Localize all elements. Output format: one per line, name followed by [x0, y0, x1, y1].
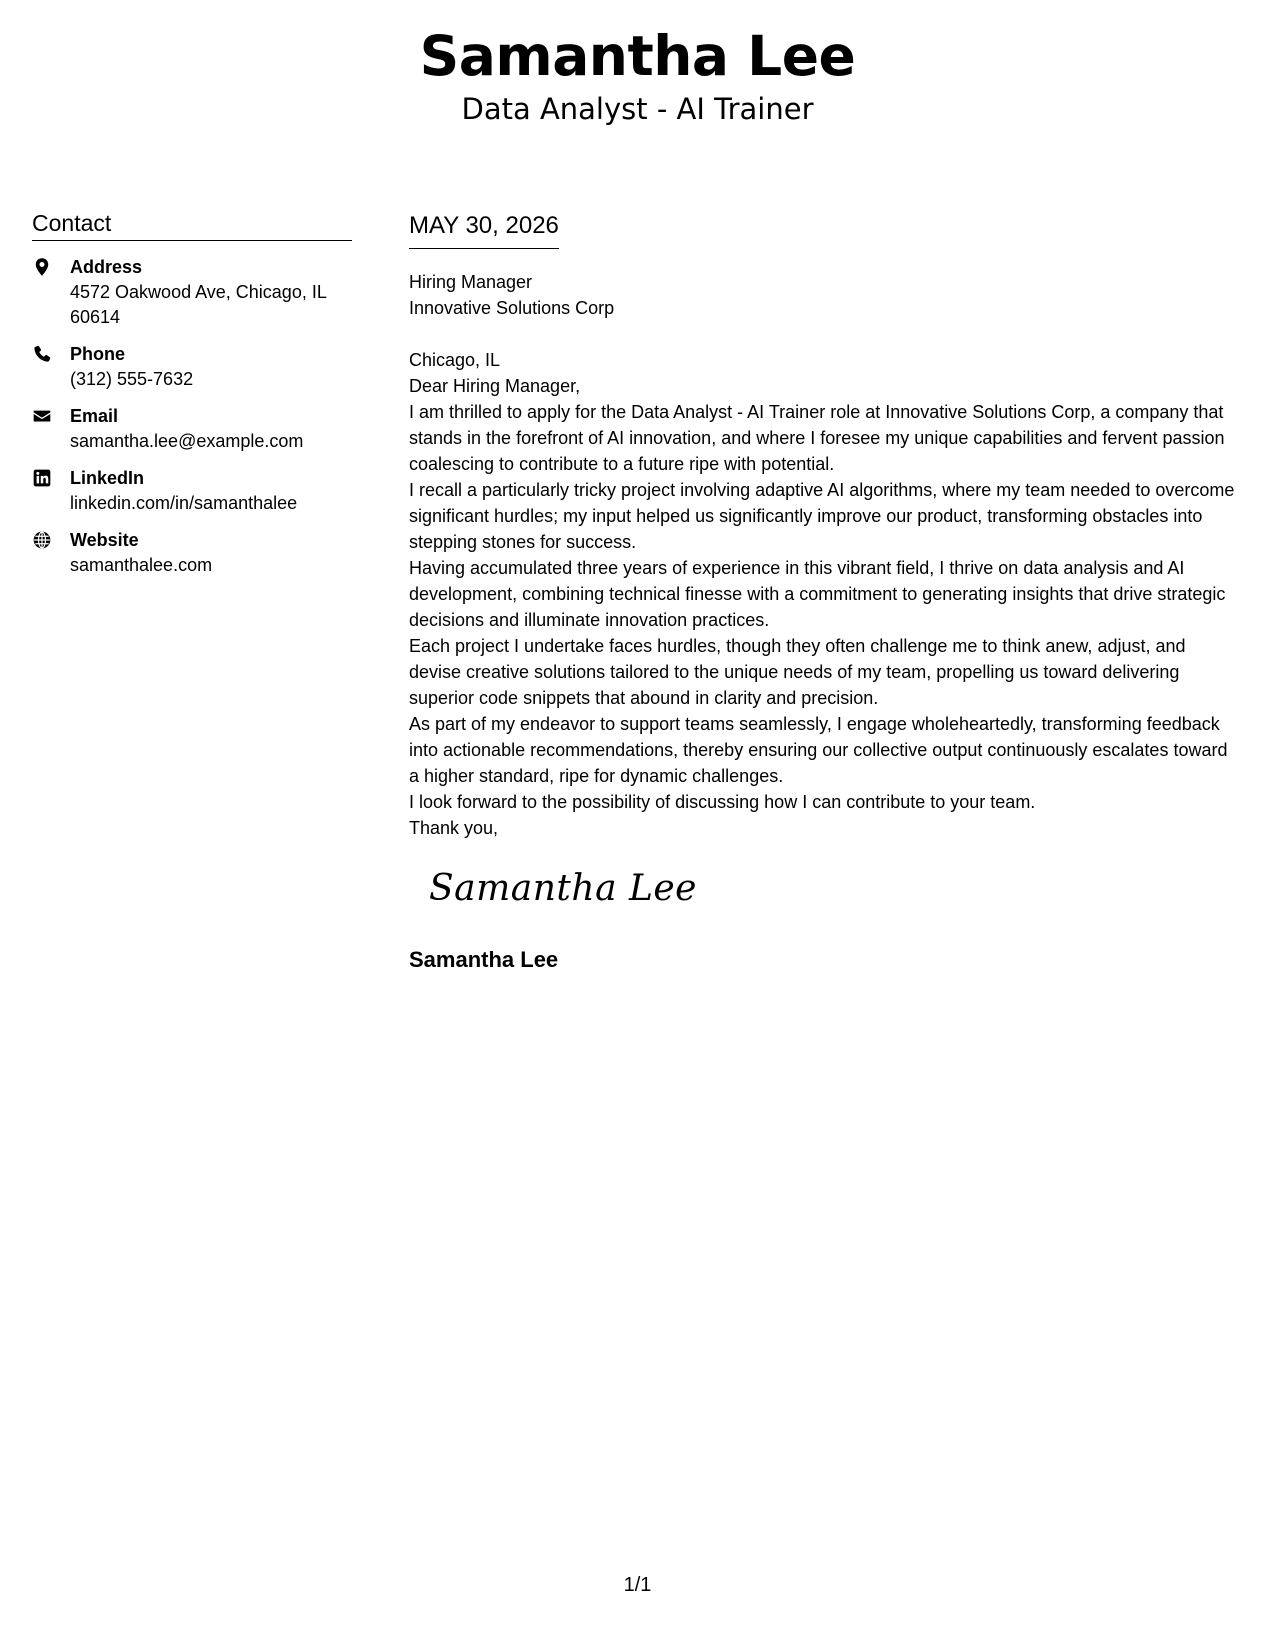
letter-paragraph: I am thrilled to apply for the Data Analyst - AI Trainer role at Innovative Solutions Corp, a company that stands in the forefront of AI innovation, and where I foresee my unique capabilities and fervent passion coalescing to contribute to a future ripe with potential.: [409, 402, 1225, 474]
linkedin-icon: [32, 468, 54, 490]
letter-paragraph: Having accumulated three years of experience in this vibrant field, I thrive on data analysis and AI development, combining technical finesse with a commitment to generating insights that drive strategic decisions and illuminate innovation practices.: [409, 558, 1226, 630]
recipient-block: [409, 269, 1239, 321]
contact-item-phone: [32, 342, 352, 392]
letter-header: [0, 22, 1275, 128]
phone-icon: [32, 344, 54, 366]
contact-label: LinkedIn: [70, 468, 145, 488]
contact-item-website: [32, 528, 352, 578]
recipient-location: Chicago, IL: [409, 350, 501, 370]
closing-line: Thank you,: [409, 818, 499, 838]
contact-item-email: [32, 404, 352, 454]
contact-sidebar: [32, 208, 352, 590]
envelope-icon: [32, 406, 54, 428]
address-value: 4572 Oakwood Ave, Chicago, IL 60614: [70, 282, 327, 327]
contact-item-linkedin: [32, 466, 352, 516]
signature-image: [429, 863, 1239, 923]
letter-date: MAY 30, 2026: [409, 210, 559, 249]
contact-label: Website: [70, 530, 139, 550]
recipient-title: Hiring Manager: [409, 272, 533, 292]
letter-paragraph: I look forward to the possibility of discussing how I can contribute to your team.: [409, 792, 1036, 812]
letter-paragraph: I recall a particularly tricky project involving adaptive AI algorithms, where my team needed to overcome significant hurdles; my input helped us significantly improve our product, transforming obstacles into stepping stones for success.: [409, 480, 1235, 552]
contact-label: Phone: [70, 344, 126, 364]
letter-paragraph: Each project I undertake faces hurdles, though they often challenge me to think anew, adjust, and devise creative solutions tailored to the unique needs of my team, propelling us toward delivering superior code snippets that abound in clarity and precision.: [409, 636, 1186, 708]
email-value[interactable]: samantha.lee@example.com: [70, 431, 304, 451]
salutation: Dear Hiring Manager,: [409, 376, 581, 396]
globe-icon: [32, 530, 54, 552]
map-pin-icon: [32, 257, 54, 279]
linkedin-value[interactable]: linkedin.com/in/samanthalee: [70, 493, 298, 513]
applicant-role: Data Analyst - AI Trainer: [461, 92, 814, 126]
page-number: 1/1: [623, 1574, 652, 1596]
letter-body: [409, 210, 1239, 975]
recipient-company: Innovative Solutions Corp: [409, 298, 615, 318]
signature: Samantha Lee: [429, 868, 697, 909]
contact-label: Address: [70, 257, 143, 277]
website-value[interactable]: samanthalee.com: [70, 555, 213, 575]
contact-item-address: [32, 255, 352, 330]
signed-name: Samantha Lee: [409, 947, 559, 972]
phone-value: (312) 555-7632: [70, 369, 194, 389]
applicant-name: Samantha Lee: [419, 24, 856, 88]
contact-label: Email: [70, 406, 119, 426]
letter-paragraph: As part of my endeavor to support teams seamlessly, I engage wholeheartedly, transforming feedback into actionable recommendations, thereby ensuring our collective output continuously escalates toward a higher standard, ripe for dynamic challenges.: [409, 714, 1228, 786]
contact-section-title: Contact: [32, 208, 352, 241]
